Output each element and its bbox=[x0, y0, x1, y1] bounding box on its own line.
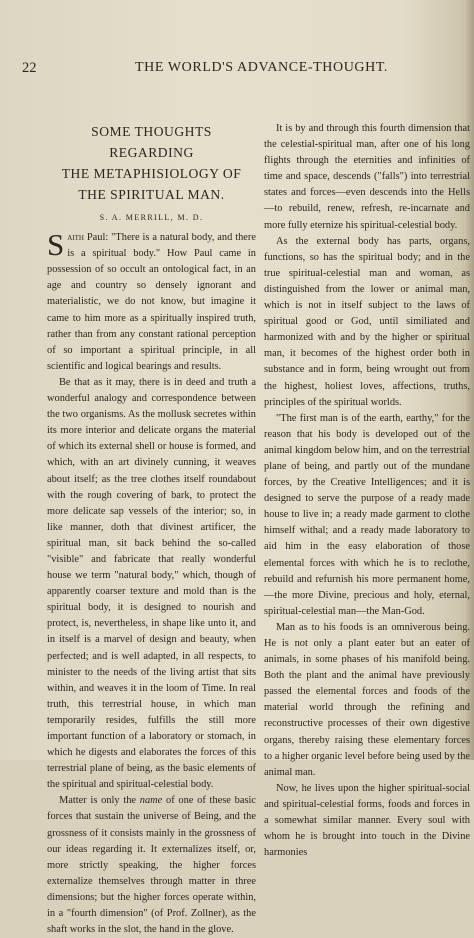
article-title bbox=[47, 121, 256, 205]
paragraph-4: It is by and through this fourth dimension that the celestial-spiritual man, after one of his long flights through the eternities and infinities of time and space, descends ("falls") into terrestrial states and forces—even descends into the Hells—to rebuild, renew, refresh, re-incarnate and more fully eternize his spiritual-celestial body. bbox=[264, 123, 470, 231]
paragraph-1 bbox=[47, 227, 256, 375]
right-column bbox=[264, 121, 470, 861]
title-line-1: SOME THOUGHTS REGARDING bbox=[91, 124, 212, 160]
title-line-3: THE SPIRITUAL MAN. bbox=[78, 187, 225, 202]
paragraph-7: Man as to his foods is an omniverous being. He is not only a plant eater but an eater of animals, in some phases of his manifold being. Both the plant and the animal have previously passed the elemental forces and foods of the material world through the refining and reconstructive processes of their own digestive organs, thereby raising these elementary forces to a higher organic level before being used by the animal man. bbox=[264, 621, 470, 778]
paragraph-3-text-a: Matter is only the bbox=[59, 795, 140, 807]
title-line-2: THE METAPHISIOLOGY OF bbox=[61, 166, 242, 181]
page-number: 22 bbox=[22, 60, 37, 76]
paragraph-1-text: Paul: "There is a natural body, and there is a spiritual body." How Paul came in possession of so occult an ontological fact, in an age and country so densely ignorant and materialistic, we do not know, but imagine it came to him more as a spiritually inspired truth, rather than from any constant rational perception of so important a spiritual principle, in all scientific and logical bearings and results. bbox=[47, 232, 256, 372]
paragraph-8: Now, he lives upon the higher spiritual-social and spiritual-celestial forms, foods and forces in a somewhat similar manner. Every soul with whom he is brought into touch in the Divine harmonies bbox=[264, 782, 470, 859]
paragraph-1-lead: aith bbox=[67, 232, 84, 244]
paragraph-2: Be that as it may, there is in deed and truth a wonderful analogy and correspondence between the two organisms. As the mollusk secretes within its more interior and delicate organs the material of which its external shell or house is formed, and which, with an art divinely cunning, it weaves about itself; as the tree clothes itself roundabout with the rough covering of bark, to protect the more delicate sap vessels of the interior; so, in like manner, doth that divinest artificer, the spiritual man, sit back behind the so-called "visible" and fabricate that really wonderful house we term "natural body," which, though of apparently coarser texture and mold than is the spiritual body, it is designed to nourish and protect, is, nevertheless, in shape like unto it, and in itself is a marvel of design and beauty, when perfected; and is well adapted, in all respects, to minister to the needs of the living artist that sits within, and weaves it in the loom of Time. In real truth, this terrestrial house, in which man temporarily resides, fulfills the still more important function of a laboratory or stomach, in which he digests and elaborates the forces of this terrestrial plane of being, as the basic elements of the spiritual and spiritual-celestial body. bbox=[47, 376, 256, 791]
drop-cap: S bbox=[47, 227, 65, 263]
running-head: THE WORLD'S ADVANCE-THOUGHT. bbox=[135, 60, 389, 75]
paragraph-3-emphasis: name bbox=[139, 795, 163, 807]
left-column bbox=[47, 121, 256, 938]
author-byline: S. A. MERRILL, M. D. bbox=[99, 213, 204, 222]
paragraph-6: "The first man is of the earth, earthy," for the reason that his body is developed out of the animal kingdom below him, and on the terrestrial plane of being, and partly out of the mundane forces, by the Creative Intelligences; and it is designed to serve the purpose of a ready made house to live in; a ready made garment to clothe himself withal; and a ready made laboratory to aid him in the easy elaboration of those elemental forces with which he is to reclothe, rebuild and refurnish his more permanent home,—the more Divine, precious and holy, eternal, spiritual-celestial man—the Man-God. bbox=[264, 412, 470, 617]
paragraph-3-text-b: of one of these basic forces that sustain the universe of Being, and the grossness of it consists mainly in the grossness of our ideas regarding it. It externalizes itself, or, more strictly speaking, the higher forces externalize themselves through matter in three dimensions; but the higher forces operate within, in a "fourth dimension" (of Prof. Zollner), as the shaft works in the slot, the hand in the glove. bbox=[47, 795, 256, 936]
paragraph-3 bbox=[47, 793, 256, 938]
paragraph-5: As the external body has parts, organs, functions, so has the spiritual body; and in the true spiritual-celestial man and woman, as distinguished from the lower or animal man, which is not in itself subject to the laws of spiritual good or God, until similiated and harmonized with and by the higher or spiritual man, it becomes of the highest order both in substance and in form, being wrought out from the highest, holiest loves, affections, truths, principles of the spiritual worlds. bbox=[264, 235, 470, 408]
page-header bbox=[20, 60, 460, 80]
